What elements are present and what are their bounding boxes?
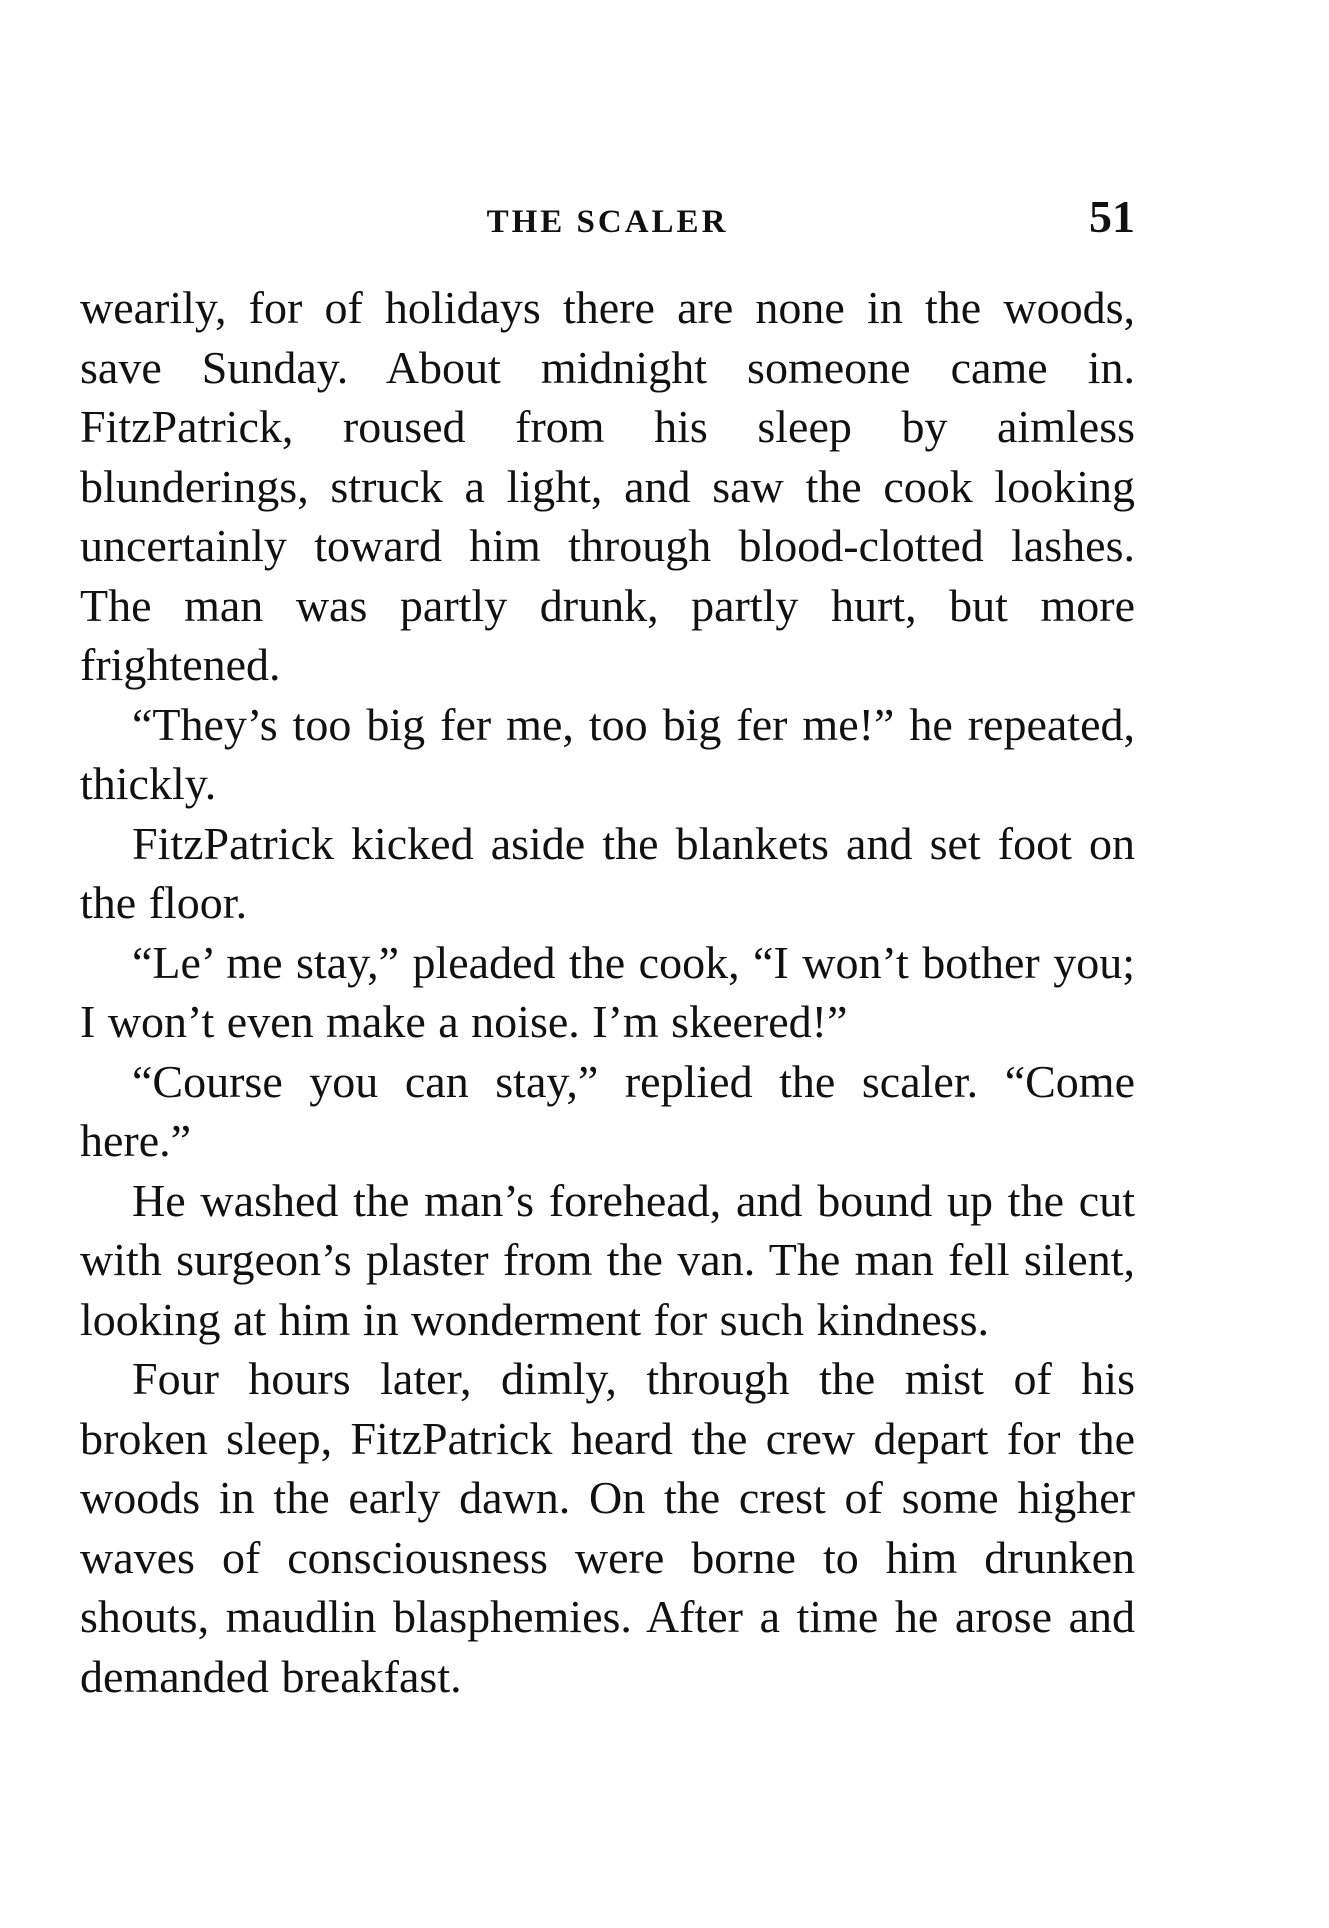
page-number: 51 xyxy=(1089,191,1135,242)
paragraph: He washed the man’s forehead, and bound up the cut with surgeon’s plaster from the van. The man fell silent, looking at him in wonderment for such kindness. xyxy=(80,1174,1135,1345)
book-page xyxy=(80,0,1135,1928)
running-head xyxy=(80,190,1135,250)
body-text xyxy=(80,278,1135,1706)
paragraph: FitzPatrick kicked aside the blankets and set foot on the floor. xyxy=(80,817,1135,928)
paragraph: Four hours later, dimly, through the mist of his broken sleep, FitzPatrick heard the crew depart for the woods in the early dawn. On the crest of some higher waves of consciousness were borne to him drunken shouts, maudlin blasphemies. After a time he arose and demanded breakfast. xyxy=(80,1353,1135,1702)
paragraph: “Course you can stay,” replied the scaler. “Come here.” xyxy=(80,1055,1135,1166)
paragraph: “They’s too big fer me, too big fer me!” he repeated, thickly. xyxy=(80,698,1135,809)
paragraph: “Le’ me stay,” pleaded the cook, “I won’t bother you; I won’t even make a noise. I’m skeered!” xyxy=(80,936,1135,1047)
paragraph-continued: wearily, for of holidays there are none in the woods, save Sunday. About midnight someone came in. FitzPatrick, roused from his sleep by aimless blunderings, struck a light, and saw the cook looking uncertainly toward him through blood-clotted lashes. The man was partly drunk, partly hurt, but more frightened. xyxy=(80,282,1135,690)
running-title: THE SCALER xyxy=(486,204,729,240)
